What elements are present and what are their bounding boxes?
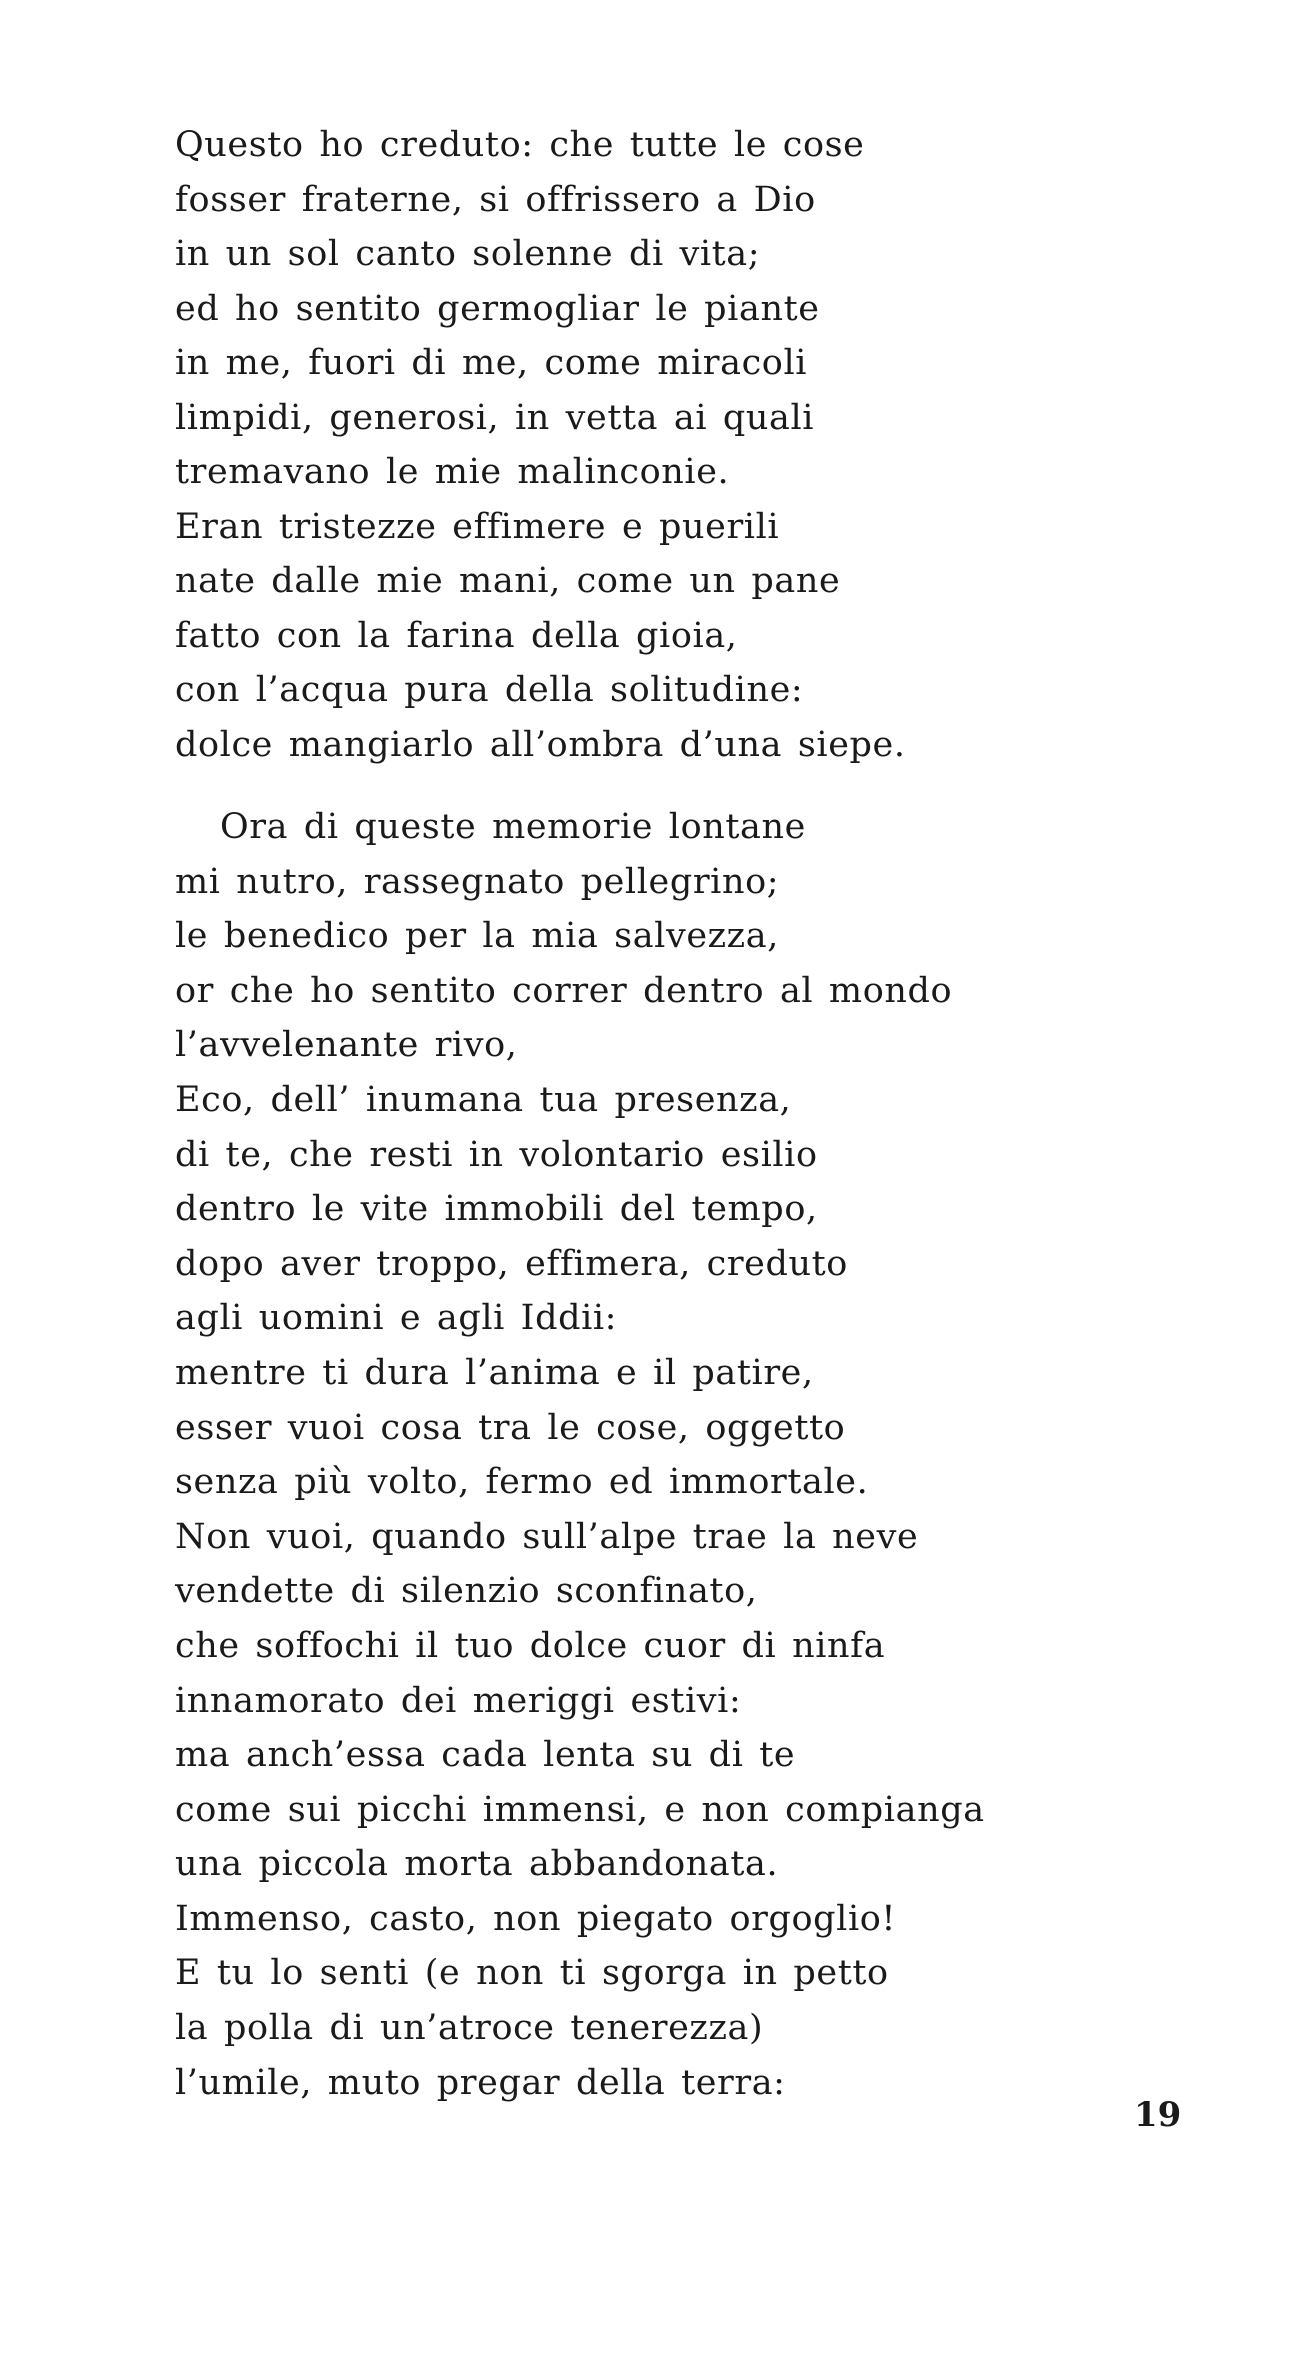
poem-line: Ora di queste memorie lontane: [220, 807, 806, 847]
poem-line: in un sol canto solenne di vita;: [175, 234, 761, 274]
poem-line: ed ho sentito germogliar le piante: [175, 288, 820, 329]
poem-line: dolce mangiarlo all’ombra d’una siepe.: [175, 724, 906, 765]
poem-stanza-2: [175, 800, 985, 2110]
poem-line: Eco, dell’ inumana tua presenza,: [175, 1079, 792, 1120]
poem-line: una piccola morta abbandonata.: [175, 1844, 779, 1885]
poem-line: di te, che resti in volontario esilio: [175, 1134, 818, 1175]
poem-line: E tu lo senti (e non ti sgorga in petto: [175, 1953, 889, 1994]
poem-line: Questo ho creduto: che tutte le cose: [175, 125, 865, 165]
poem-line: con l’acqua pura della solitudine:: [175, 670, 804, 710]
poem-line: l’umile, muto pregar della terra:: [175, 2062, 786, 2103]
page-number: 19: [1134, 2095, 1182, 2135]
poem-line: limpidi, generosi, in vetta ai quali: [175, 397, 815, 438]
poem-line: mentre ti dura l’anima e il patire,: [175, 1352, 814, 1393]
poem-line: vendette di silenzio sconfinato,: [175, 1571, 758, 1612]
poem-line: in me, fuori di me, come miracoli: [175, 343, 808, 383]
poem-line: ma anch’essa cada lenta su di te: [175, 1735, 796, 1776]
poem-line: dopo aver troppo, effimera, creduto: [175, 1243, 848, 1284]
poem-stanza-1: [175, 118, 906, 772]
poem-line: innamorato dei meriggi estivi:: [175, 1680, 742, 1721]
poem-line: che soffochi il tuo dolce cuor di ninfa: [175, 1625, 886, 1666]
poem-line: or che ho sentito correr dentro al mondo: [175, 970, 953, 1011]
poem-line: le benedico per la mia salvezza,: [175, 916, 779, 957]
poem-line: fatto con la farina della gioia,: [175, 615, 738, 656]
poem-line: l’avvelenante rivo,: [175, 1025, 518, 1066]
poem-line: tremavano le mie malinconie.: [175, 452, 730, 492]
poem-line: Non vuoi, quando sull’alpe trae la neve: [175, 1516, 919, 1557]
poem-line: come sui picchi immensi, e non compianga: [175, 1789, 985, 1830]
poem-line: nate dalle mie mani, come un pane: [175, 561, 841, 601]
poem-line: senza più volto, fermo ed immortale.: [175, 1462, 869, 1503]
poem-line: Immenso, casto, non piegato orgoglio!: [175, 1898, 897, 1939]
poem-line: esser vuoi cosa tra le cose, oggetto: [175, 1407, 846, 1448]
poem-line: fosser fraterne, si offrissero a Dio: [175, 179, 816, 220]
poem-line: dentro le vite immobili del tempo,: [175, 1189, 818, 1230]
poem-line: agli uomini e agli Iddii:: [175, 1298, 618, 1339]
poem-line: la polla di un’atroce tenerezza): [175, 2008, 764, 2049]
poem-line: Eran tristezze effimere e puerili: [175, 506, 780, 547]
poem-line: mi nutro, rassegnato pellegrino;: [175, 861, 780, 902]
